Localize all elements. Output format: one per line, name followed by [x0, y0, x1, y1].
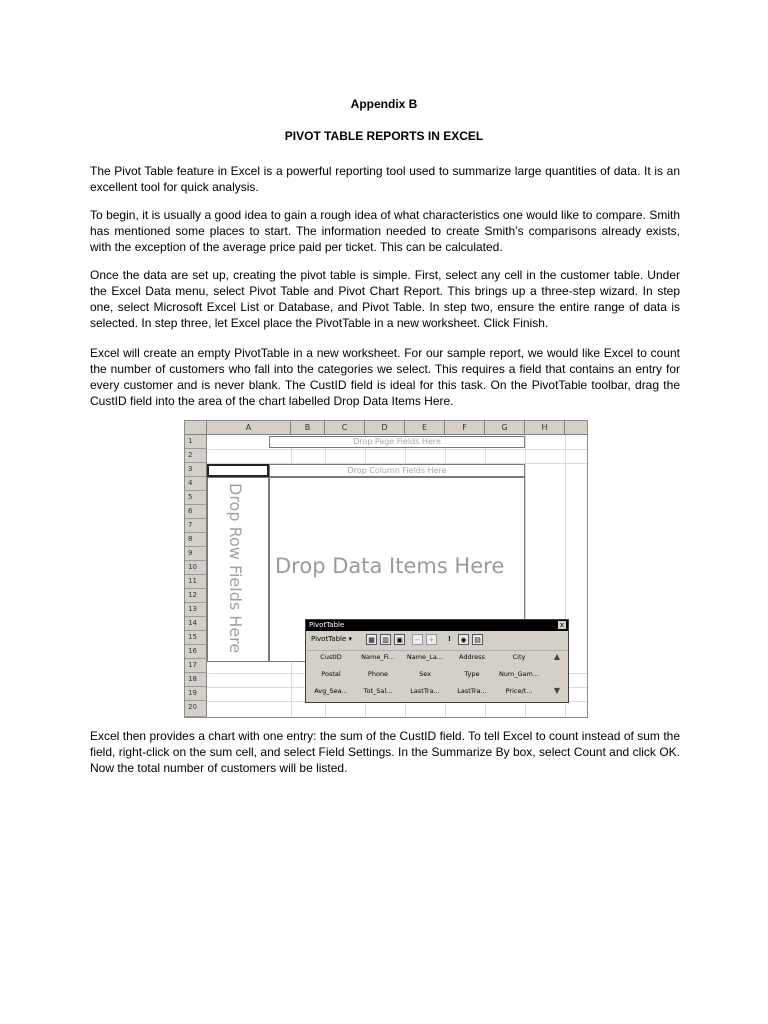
field-button[interactable]: CustID [320, 653, 342, 661]
row-header: 12 [185, 589, 207, 603]
field-button[interactable]: Num_Gam... [498, 670, 540, 678]
drop-column-fields-zone[interactable] [269, 464, 525, 477]
row-header: 20 [185, 701, 207, 717]
display-fields-icon[interactable]: ▤ [472, 634, 483, 645]
document-title: PIVOT TABLE REPORTS IN EXCEL [284, 129, 484, 143]
row-header: 13 [185, 603, 207, 617]
pivottable-toolbar-buttons [306, 631, 568, 651]
row-header: 5 [185, 491, 207, 505]
row-header: 16 [185, 645, 207, 659]
row-header: 18 [185, 673, 207, 687]
paragraph-begin: To begin, it is usually a good idea to gain a rough idea of what characteristics one would like to compare. Smith has mentioned some places to start. The information needed to create Smith’s comparisons already exists, with the exception of the average price paid per ticket. This can be calculated. [90, 208, 680, 254]
pivottable-toolbar[interactable] [305, 619, 569, 703]
column-header-g: G [485, 421, 525, 435]
hide-detail-icon[interactable]: − [412, 634, 423, 645]
row-header: 1 [185, 435, 207, 449]
field-button[interactable]: Tot_Sal... [363, 687, 393, 695]
row-header: 2 [185, 449, 207, 463]
field-button[interactable]: City [512, 653, 526, 661]
field-button[interactable]: Name_La... [406, 653, 444, 661]
row-header: 3 [185, 463, 207, 477]
pivottable-menu-button[interactable]: PivotTable ▾ [311, 635, 353, 643]
row-header: 19 [185, 687, 207, 701]
row-header: 7 [185, 519, 207, 533]
show-detail-icon[interactable]: + [426, 634, 437, 645]
sheet-corner [185, 421, 207, 435]
scroll-down-icon[interactable]: ▼ [553, 686, 560, 695]
paragraph-setup: Once the data are set up, creating the pivot table is simple. First, select any cell in the customer table. Under the Excel Data menu, select Pivot Table and Pivot Chart Report. This brings up a three-step wizard. In step one, select Microsoft Excel List or Database, and Pivot Table. In step two, ensure the entire range of data is selected. In step three, let Excel place the PivotTable in a new worksheet. Click Finish. [90, 268, 680, 330]
format-report-icon[interactable]: ▦ [366, 634, 377, 645]
drop-page-fields-label: Drop Page Fields Here [353, 437, 441, 446]
field-settings-icon[interactable]: ◉ [458, 634, 469, 645]
row-header: 4 [185, 477, 207, 491]
field-button[interactable]: LastTra... [410, 687, 440, 695]
pivottable-toolbar-titlebar[interactable] [306, 620, 568, 631]
column-header-e: E [405, 421, 445, 435]
column-header-f: F [445, 421, 485, 435]
pivot-wizard-icon[interactable]: ▣ [394, 634, 405, 645]
selected-cell[interactable] [207, 464, 269, 477]
refresh-data-icon[interactable]: ! [447, 635, 452, 643]
row-header: 10 [185, 561, 207, 575]
drop-data-items-label: Drop Data Items Here [275, 554, 505, 578]
field-button[interactable]: Address [459, 653, 485, 661]
drop-page-fields-zone[interactable] [269, 436, 525, 448]
field-button[interactable]: Avg_Sea... [314, 687, 348, 695]
column-header-d: D [365, 421, 405, 435]
field-button[interactable]: Price/t... [505, 687, 533, 695]
row-header: 17 [185, 659, 207, 673]
column-header-h: H [525, 421, 565, 435]
field-button[interactable]: Phone [367, 670, 389, 678]
field-button[interactable]: Type [464, 670, 480, 678]
scroll-up-icon[interactable]: ▲ [553, 652, 560, 661]
column-header-c: C [325, 421, 365, 435]
column-header-b: B [291, 421, 325, 435]
field-button[interactable]: Postal [321, 670, 341, 678]
row-header: 9 [185, 547, 207, 561]
paragraph-empty-pivot: Excel will create an empty PivotTable in a new worksheet. For our sample report, we would like Excel to count the number of customers who fall into the categories we select. This requires a field that contains an entry for every customer and is never blank. The CustID field is ideal for this task. On the PivotTable toolbar, drag the CustID field into the area of the chart labelled Drop Data Items Here. [90, 346, 680, 408]
field-button[interactable]: Sex [419, 670, 431, 678]
excel-pivot-screenshot [184, 420, 588, 718]
row-header: 8 [185, 533, 207, 547]
column-header-a: A [207, 421, 291, 435]
row-header: 15 [185, 631, 207, 645]
row-header: 11 [185, 575, 207, 589]
pivottable-toolbar-title: PivotTable [309, 621, 345, 629]
row-header: 6 [185, 505, 207, 519]
drop-column-fields-label: Drop Column Fields Here [347, 466, 447, 475]
chart-wizard-icon[interactable]: ▥ [380, 634, 391, 645]
field-button[interactable]: LastTra... [457, 687, 487, 695]
close-icon[interactable]: x [559, 621, 565, 629]
drop-row-fields-label: Drop Row Fields Here [226, 483, 245, 654]
appendix-label: Appendix B [350, 97, 418, 111]
field-button[interactable]: Name_Fi... [361, 653, 395, 661]
row-header: 14 [185, 617, 207, 631]
paragraph-count: Excel then provides a chart with one entry: the sum of the CustID field. To tell Excel to count instead of sum the field, right-click on the sum cell, and select Field Settings. In the Summarize By box, select Count and click OK. Now the total number of customers will be listed. [90, 729, 680, 775]
column-header-filler [565, 421, 587, 435]
paragraph-intro: The Pivot Table feature in Excel is a powerful reporting tool used to summarize large quantities of data. It is an excellent tool for quick analysis. [90, 164, 680, 194]
